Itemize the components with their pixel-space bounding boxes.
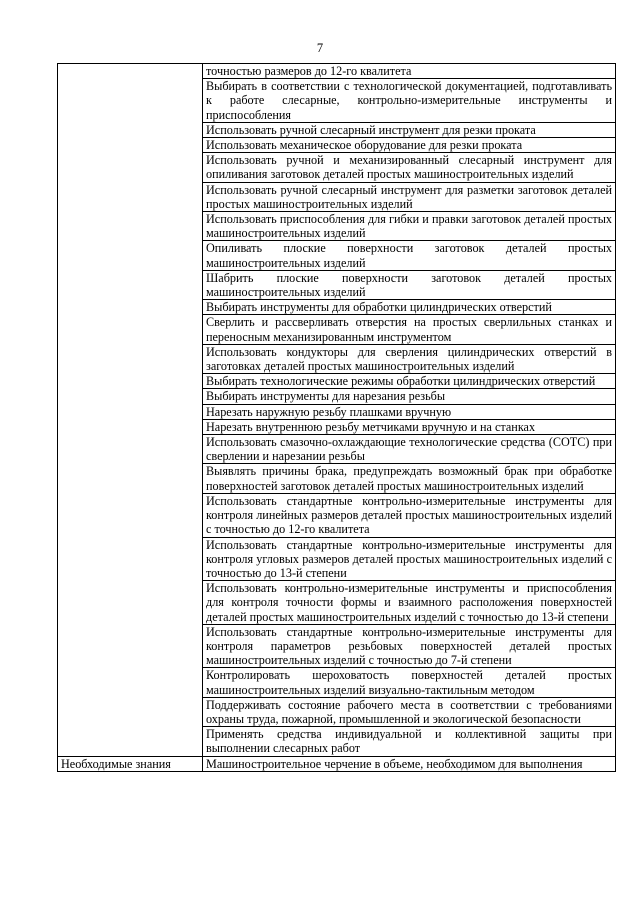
requirement-cell: Применять средства индивидуальной и коллективной защиты при выполнении слесарных работ xyxy=(203,727,616,756)
skills-table xyxy=(57,63,616,772)
requirement-cell: Использовать стандартные контрольно-измерительные инструменты для контроля параметров резьбовых поверхностей деталей простых машиностроительных изделий с точностью до 7-й степени xyxy=(203,624,616,668)
requirement-cell: Использовать смазочно-охлаждающие технологические средства (СОТС) при сверлении и нарезании резьбы xyxy=(203,435,616,464)
table-row xyxy=(58,64,616,79)
requirement-cell: Использовать ручной слесарный инструмент для разметки заготовок деталей простых машиностроительных изделий xyxy=(203,182,616,211)
requirement-cell: Использовать кондукторы для сверления цилиндрических отверстий в заготовках деталей простых машиностроительных изделий xyxy=(203,344,616,373)
requirement-cell: Поддерживать состояние рабочего места в соответствии с требованиями охраны труда, пожарной, промышленной и экологической безопасности xyxy=(203,697,616,726)
requirement-cell: Выбирать инструменты для обработки цилиндрических отверстий xyxy=(203,300,616,315)
knowledge-label: Необходимые знания xyxy=(61,756,171,771)
requirement-cell: Контролировать шероховатость поверхностей деталей простых машиностроительных изделий визуально-тактильным методом xyxy=(203,668,616,697)
table-row xyxy=(58,756,616,771)
requirement-cell: Шабрить плоские поверхности заготовок деталей простых машиностроительных изделий xyxy=(203,270,616,299)
requirement-cell: Нарезать внутреннюю резьбу метчиками вручную и на станках xyxy=(203,419,616,434)
requirement-cell: Выбирать технологические режимы обработки цилиндрических отверстий xyxy=(203,374,616,389)
label-cell-skills xyxy=(58,64,203,757)
requirement-cell: Использовать стандартные контрольно-измерительные инструменты для контроля линейных размеров деталей простых машиностроительных изделий с точностью до 12-го квалитета xyxy=(203,493,616,537)
requirement-cell: Нарезать наружную резьбу плашками вручную xyxy=(203,404,616,419)
requirement-cell: Выявлять причины брака, предупреждать возможный брак при обработке поверхностей заготовок деталей простых машиностроительных изделий xyxy=(203,464,616,493)
knowledge-cell: Машиностроительное черчение в объеме, необходимом для выполнения xyxy=(203,756,616,771)
requirement-cell: Использовать ручной слесарный инструмент для резки проката xyxy=(203,122,616,137)
requirement-cell: Выбирать в соответствии с технологической документацией, подготавливать к работе слесарные, контрольно-измерительные инструменты и приспособления xyxy=(203,79,616,123)
requirement-cell: Использовать ручной и механизированный слесарный инструмент для опиливания заготовок деталей простых машиностроительных изделий xyxy=(203,153,616,182)
label-cell-knowledge xyxy=(58,756,203,771)
page-number: 7 xyxy=(316,41,324,55)
requirement-cell: Использовать контрольно-измерительные инструменты и приспособления для контроля точности формы и взаимного расположения поверхностей деталей простых машиностроительных изделий с точностью до 13-й степени xyxy=(203,581,616,625)
requirement-cell: Сверлить и рассверливать отверстия на простых сверлильных станках и переносным механизированным инструментом xyxy=(203,315,616,344)
requirement-cell: Использовать приспособления для гибки и правки заготовок деталей простых машиностроительных изделий xyxy=(203,212,616,241)
requirement-cell: Использовать стандартные контрольно-измерительные инструменты для контроля угловых размеров деталей простых машиностроительных изделий с точностью до 13-й степени xyxy=(203,537,616,581)
requirement-cell: Использовать механическое оборудование для резки проката xyxy=(203,138,616,153)
requirement-cell: точностью размеров до 12-го квалитета xyxy=(203,64,616,79)
requirement-cell: Выбирать инструменты для нарезания резьбы xyxy=(203,389,616,404)
requirement-cell: Опиливать плоские поверхности заготовок деталей простых машиностроительных изделий xyxy=(203,241,616,270)
